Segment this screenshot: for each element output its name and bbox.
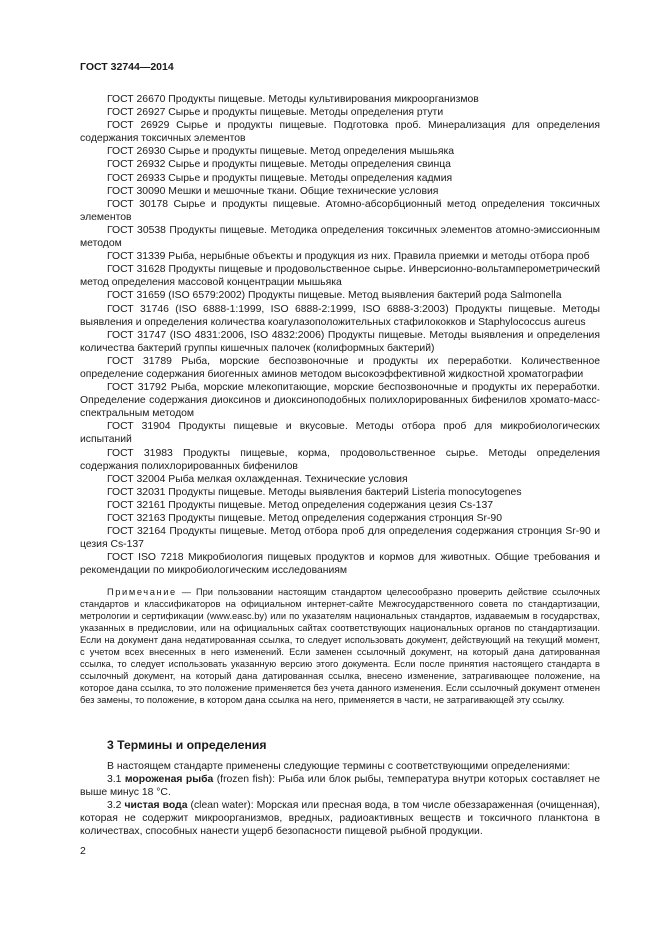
reference-item: ГОСТ 32004 Рыба мелкая охлажденная. Технические условия [107,473,408,485]
note-block [80,586,600,706]
reference-item: ГОСТ 31747 (ISO 4831:2006, ISO 4832:2006) Продукты пищевые. Методы выявления и определения количества бактерий группы кишечных палочек (колиформных бактерий) [80,329,600,354]
reference-item: ГОСТ 31746 (ISO 6888-1:1999, ISO 6888-2:1999, ISO 6888-3:2003) Продукты пищевые. Методы выявления и определения количества коагулазоположительных стафилококков и Staphylococcus aureus [80,303,600,328]
definition-item [80,773,600,799]
note-text: — При пользовании настоящим стандартом целесообразно проверить действие ссылочных стандартов и классификаторов на официальном интернет-сайте Межгосударственного совета по стандартизации, метрологии и сертификации (www.easc.by) или по указателям национальных стандартов, издаваемым в государствах, указанных в предисловии, или на официальных сайтах соответствующих национальных органов по стандартизации. Если на документ дана недатированная ссылка, то следует использовать документ, действующий на текущий момент, с учетом всех внесенных в него изменений. Если заменен ссылочный документ, на который дана датированная ссылка, то следует использовать указанную версию этого документа. Если после принятия настоящего стандарта в ссылочный документ, на который дана датированная ссылка, внесено изменение, затрагивающее положение, на которое дана ссылка, то это положение применяется без учета данного изменения. Если ссылочный документ отменен без замены, то положение, в котором дана ссылка на него, применяется в части, не затрагивающей эту ссылку. [80,587,600,705]
section-intro: В настоящем стандарте применены следующие термины с соответствующими определениями: [107,761,571,772]
section-heading: 3 Термины и определения [107,738,267,752]
normative-references-list [80,93,600,577]
reference-item: ГОСТ 31339 Рыба, нерыбные объекты и продукция из них. Правила приемки и методы отбора проб [107,251,590,263]
reference-item: ГОСТ 26933 Сырье и продукты пищевые. Методы определения кадмия [107,172,453,184]
reference-item: ГОСТ 26929 Сырье и продукты пищевые. Подготовка проб. Минерализация для определения содержания токсичных элементов [80,120,600,145]
definitions-block [80,760,600,839]
term-number: 3.2 [107,800,125,812]
reference-item: ГОСТ 31904 Продукты пищевые и вкусовые. Методы отбора проб для микробиологических испытаний [80,421,600,446]
reference-item: ГОСТ 30538 Продукты пищевые. Методика определения токсичных элементов атомно-эмиссионным методом [80,224,600,250]
reference-item: ГОСТ 32163 Продукты пищевые. Метод определения содержания стронция Sr-90 [107,513,502,524]
definition-item [80,799,600,838]
reference-item: ГОСТ 26927 Сырье и продукты пищевые. Методы определения ртути [107,107,444,119]
reference-item: ГОСТ 26932 Сырье и продукты пищевые. Методы определения свинца [107,159,451,171]
note-label: Примечание [107,587,177,597]
reference-item: ГОСТ 26670 Продукты пищевые. Методы культивирования микроорганизмов [107,94,479,105]
document-header: ГОСТ 32744—2014 [80,61,174,73]
reference-item: ГОСТ 31792 Рыба, морские млекопитающие, морские беспозвоночные и продукты их переработки. Определение содержания диоксинов и диоксиноподобных полихлорированных бифенилов хромато-масс-спектральным методом [80,382,600,420]
term-name: чистая вода [124,800,188,812]
term-definition: (frozen fish): Рыба или блок рыбы, температура внутри которых составляет не выше минус 18 °С. [80,774,600,799]
note-paragraph [80,586,600,706]
reference-item: ГОСТ 31983 Продукты пищевые, корма, продовольственное сырье. Методы определения содержания полихлорированных бифенилов [80,447,600,472]
reference-item: ГОСТ 30090 Мешки и мешочные ткани. Общие технические условия [107,185,439,197]
reference-item: ГОСТ ISO 7218 Микробиология пищевых продуктов и кормов для животных. Общие требования и рекомендации по микробиологическим исследованиям [80,552,600,577]
reference-item: ГОСТ 30178 Сырье и продукты пищевые. Атомно-абсорбционный метод определения токсичных элементов [80,198,600,223]
page-number: 2 [80,845,86,857]
reference-item: ГОСТ 31789 Рыба, морские беспозвоночные и продукты их переработки. Количественное определение содержания биогенных аминов методом высокоэффективной жидкостной хроматографии [80,355,600,380]
reference-item: ГОСТ 26930 Сырье и продукты пищевые. Метод определения мышьяка [107,146,455,158]
reference-item: ГОСТ 31628 Продукты пищевые и продовольственное сырье. Инверсионно-вольтамперометрический метод определения массовой концентрации мышьяка [80,264,600,289]
reference-item: ГОСТ 32031 Продукты пищевые. Методы выявления бактерий Listeria monocytogenes [107,486,522,498]
reference-item: ГОСТ 32164 Продукты пищевые. Метод отбора проб для определения содержания стронция Sr-90 и цезия Cs-137 [80,526,600,551]
reference-item: ГОСТ 31659 (ISO 6579:2002) Продукты пищевые. Метод выявления бактерий рода Salmonella [107,290,562,302]
term-number: 3.1 [107,774,125,786]
term-definition: (clean water): Морская или пресная вода, в том числе обеззараженная (очищенная), которая не содержит микроорганизмов, вредных, радиоактивных веществ и токсичного планктона в количествах, способных нанести ущерб безопасности пищевой рыбной продукции. [80,800,600,838]
term-name: мороженая рыба [124,774,214,786]
reference-item: ГОСТ 32161 Продукты пищевые. Метод определения содержания цезия Cs-137 [107,499,494,511]
